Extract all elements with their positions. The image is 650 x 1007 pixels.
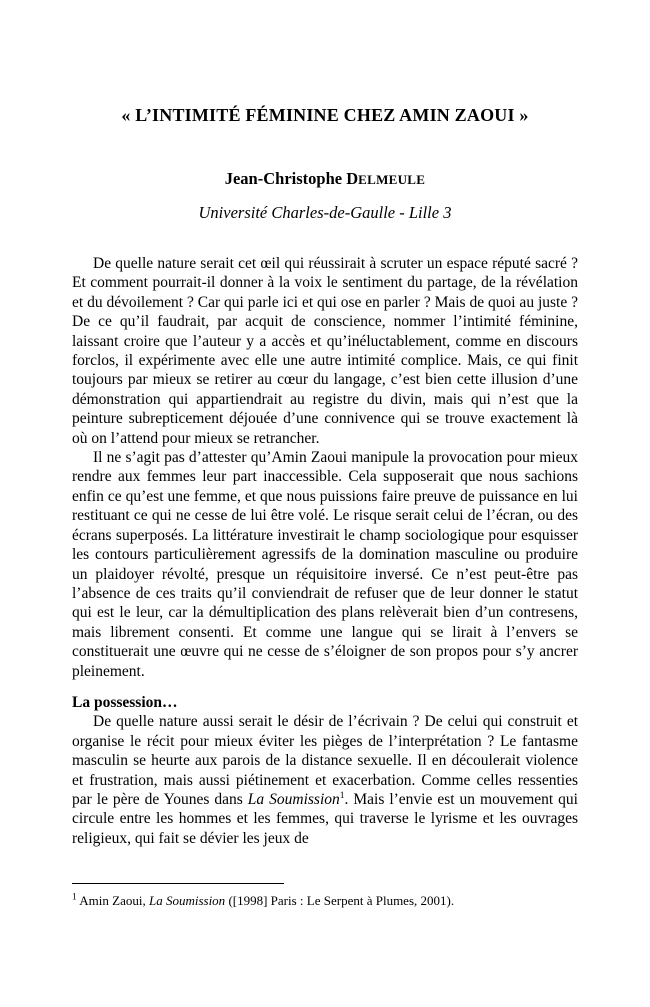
footnote-reference-1: 1: [339, 790, 345, 801]
footnote-1-text-cont: ([1998] Paris : Le Serpent à Plumes, 2001).: [225, 893, 455, 908]
author-name-main: Jean-Christophe D: [224, 169, 359, 188]
author-affiliation: Université Charles-de-Gaulle - Lille 3: [198, 203, 452, 222]
footnote-area: [72, 883, 578, 909]
paragraph-3-text: De quelle nature aussi serait le désir de l’écrivain ? De celui qui construit et organise le récit pour mieux éviter les pièges de l’interprétation ? Le fantasme masculin se heurte aux parois de la distance sexuelle. Il en découlerait violence et frustration, mais aussi piétinement et exacerbation. Comme celles ressenties par le père de Younes dans: [72, 713, 578, 808]
page-title: « L’INTIMITÉ FÉMININE CHEZ AMIN ZAOUI »: [121, 105, 529, 125]
author-name: [0, 169, 650, 189]
paragraph-1: De quelle nature serait cet œil qui réussirait à scruter un espace réputé sacré ? Et comment pourrait-il donner à la voix le sentiment du partage, de la révélation et du dévoilement ? Car qui parle ici et qui ose en parler ? Mais de quoi au juste ? De ce qu’il faudrait, par acquit de conscience, nommer l’intimité féminine, laissant croire que l’auteur y a accès et qu’inéluctablement, comme en discours forclos, il expérimente avec elle une autre intimité complice. Mais, ce qui finit toujours par mieux se retirer au cœur du langage, c’est bien cette illusion d’une démonstration qui appartiendrait au registre du divin, mais qui n’est que la peinture subrepticement déjouée d’une connivence qui se trouve exactement là où on l’attend pour mieux se retrancher.: [72, 255, 578, 447]
footnote-1-marker: 1: [72, 892, 77, 903]
footnote-1-book-title: La Soumission: [148, 893, 226, 908]
paragraph-2: Il ne s’agit pas d’attester qu’Amin Zaoui manipule la provocation pour mieux rendre aux femmes leur part inaccessible. Cela supposerait que nous sachions enfin ce qu’est une femme, et que nous puissions faire preuve de puissance en lui restituant ce qui ne cesse de lui être volé. Le risque serait celui de l’écran, ou des écrans superposés. La littérature investirait le champ sociologique pour esquisser les contours particulièrement agressifs de la domination masculine ou produire un plaidoyer révolté, presque un réquisitoire inversé. Ce n’est peut-être pas l’absence de ces traits qu’il conviendrait de refuser que de leur donner le statut qui est le leur, car la démultiplication des plans relèverait bien d’un contresens, mais librement consenti. Et comme une langue qui se lirait à l’envers se constituerait une œuvre qui ne cesse de s’éloigner de son propos pour s’y ancrer pleinement.: [72, 449, 578, 680]
footnote-1-text: Amin Zaoui,: [76, 893, 149, 908]
section-heading-la-possession: La possession…: [72, 693, 178, 711]
book-title-la-soumission: La Soumission: [247, 790, 340, 808]
paragraph-3-text-cont: . Mais l’envie est un mouvement qui circule entre les hommes et les femmes, qui traverse le lyrisme et les ouvrages religieux, qui fait se dévier les jeux de: [72, 790, 578, 847]
article-body: [72, 254, 578, 848]
author-name-smallcaps: ELMEULE: [358, 172, 426, 187]
footnote-separator-rule: [72, 883, 284, 884]
paragraph-3: [72, 712, 578, 848]
footnote-1: [72, 893, 578, 909]
